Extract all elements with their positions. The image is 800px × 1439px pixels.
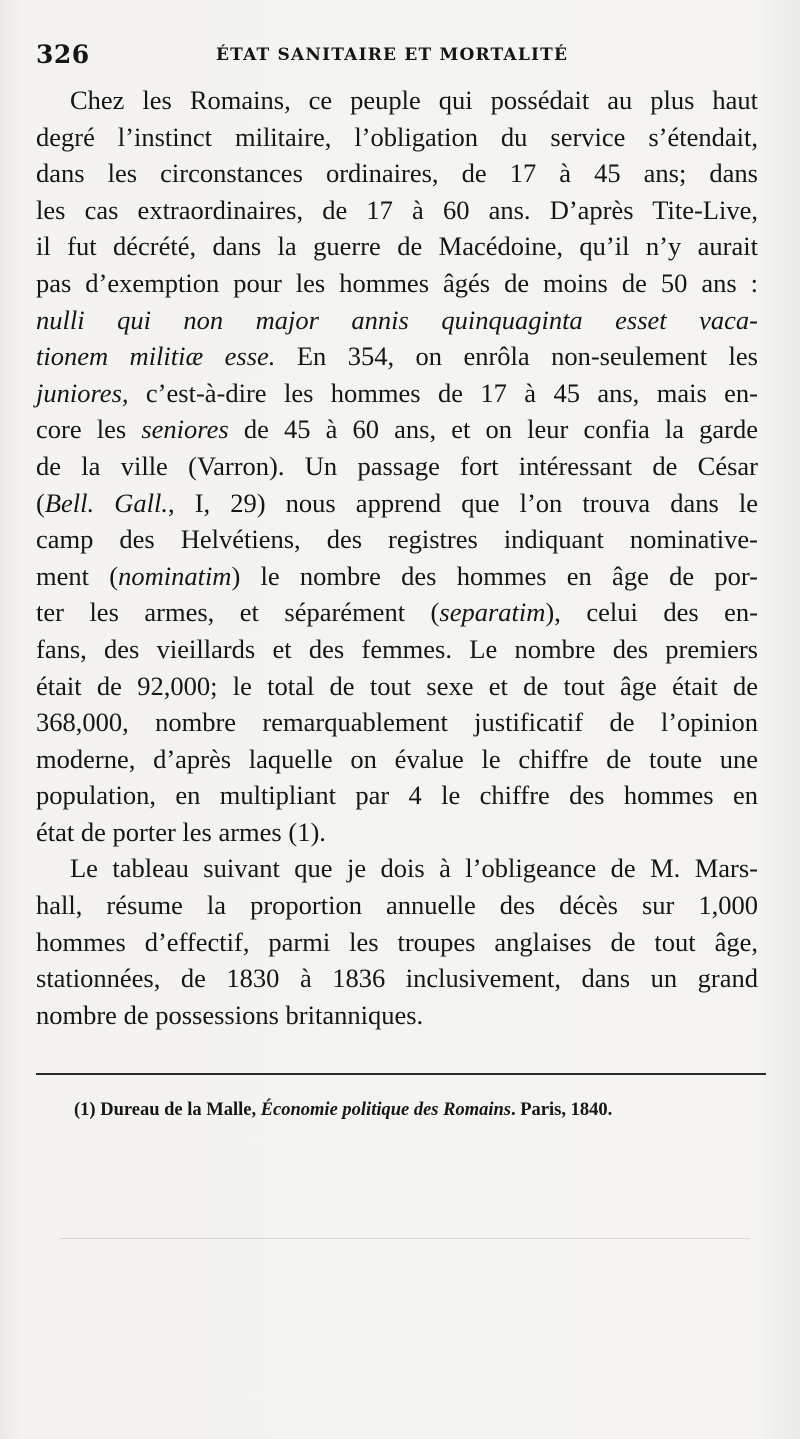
- footnote-publication: . Paris, 1840.: [511, 1100, 613, 1120]
- footnote-author: Dureau de la Malle,: [95, 1100, 261, 1120]
- paragraph-1: [36, 82, 758, 850]
- text-line: fans, des vieillards et des femmes. Le nombre des premiers: [36, 633, 758, 664]
- text-line: état de porter les armes (1).: [36, 816, 326, 847]
- text-line: pas d’exemption pour les hommes âgés de moins de 50 ans :: [36, 267, 758, 298]
- text-line: 368,000, nombre remarquablement justificatif de l’opinion: [36, 707, 758, 738]
- text-line: de la ville (Varron). Un passage fort intéressant de César: [36, 450, 758, 481]
- text-segment: ) le nombre des hommes en âge de por-: [231, 560, 758, 591]
- text-line: [36, 558, 758, 595]
- text-line: degré l’instinct militaire, l’obligation du service s’étendait,: [36, 121, 758, 152]
- text-line: Le tableau suivant que je dois à l’obligeance de M. Mars-: [70, 853, 758, 884]
- text-segment: En 354, on enrôla non-seulement les: [275, 341, 758, 372]
- text-line: [36, 338, 758, 375]
- text-line: stationnées, de 1830 à 1836 inclusivement, dans un grand: [36, 963, 758, 994]
- page-number: 326: [36, 40, 90, 69]
- footnote-marker: (1): [74, 1100, 96, 1120]
- show-through-rule: [60, 1238, 750, 1239]
- text-line: nombre de possessions britanniques.: [36, 999, 424, 1030]
- text-segment: de 45 à 60 ans, et on leur confia la garde: [228, 414, 758, 445]
- text-line: [36, 485, 758, 522]
- italic-citation: Bell. Gall.: [44, 487, 168, 518]
- running-head: ÉTAT SANITAIRE ET MORTALITÉ: [216, 45, 569, 65]
- text-line: moderne, d’après laquelle on évalue le chiffre de toute une: [36, 743, 758, 774]
- paragraph-2: [36, 850, 758, 1033]
- latin-quote-end: tionem militiæ esse.: [36, 341, 276, 372]
- text-segment: core les: [36, 414, 142, 445]
- italic-term-separatim: separatim: [439, 597, 546, 628]
- text-line: était de 92,000; le total de tout sexe et de tout âge était de: [36, 670, 758, 701]
- text-segment: , I, 29) nous apprend que l’on trouva dans le: [167, 487, 758, 518]
- footnote: [74, 1100, 764, 1121]
- text-line: les cas extraordinaires, de 17 à 60 ans. D’après Tite-Live,: [36, 194, 758, 225]
- text-line: hall, résume la proportion annuelle des décès sur 1,000: [36, 890, 758, 921]
- text-segment: ), celui des en-: [545, 597, 758, 628]
- page-header: [36, 40, 760, 74]
- footnote-divider: [36, 1073, 766, 1075]
- body-text: [36, 82, 758, 1033]
- text-line: camp des Helvétiens, des registres indiquant nominative-: [36, 524, 758, 555]
- italic-term-nominatim: nominatim: [118, 560, 232, 591]
- text-segment: c’est-à-dire les hommes de 17 à 45 ans, mais en-: [128, 377, 758, 408]
- text-line: [36, 411, 758, 448]
- text-line: Chez les Romains, ce peuple qui possédait au plus haut: [70, 85, 758, 115]
- latin-quote-line: nulli qui non major annis quinquaginta esset vaca-: [36, 304, 758, 335]
- text-segment: ment (: [36, 560, 119, 591]
- text-line: population, en multipliant par 4 le chiffre des hommes en: [36, 780, 758, 811]
- footnote-title: Économie politique des Romains: [260, 1100, 511, 1120]
- text-segment: (: [36, 487, 45, 518]
- text-line: dans les circonstances ordinaires, de 17 à 45 ans; dans: [36, 158, 758, 189]
- text-segment: ter les armes, et séparément (: [36, 597, 440, 628]
- text-line: il fut décrété, dans la guerre de Macédoine, qu’il n’y aurait: [36, 231, 758, 262]
- italic-term-seniores: seniores: [141, 414, 229, 445]
- text-line: [36, 375, 758, 412]
- text-line: hommes d’effectif, parmi les troupes anglaises de tout âge,: [36, 926, 758, 957]
- italic-term-juniores: juniores,: [36, 377, 129, 408]
- text-line: [36, 594, 758, 631]
